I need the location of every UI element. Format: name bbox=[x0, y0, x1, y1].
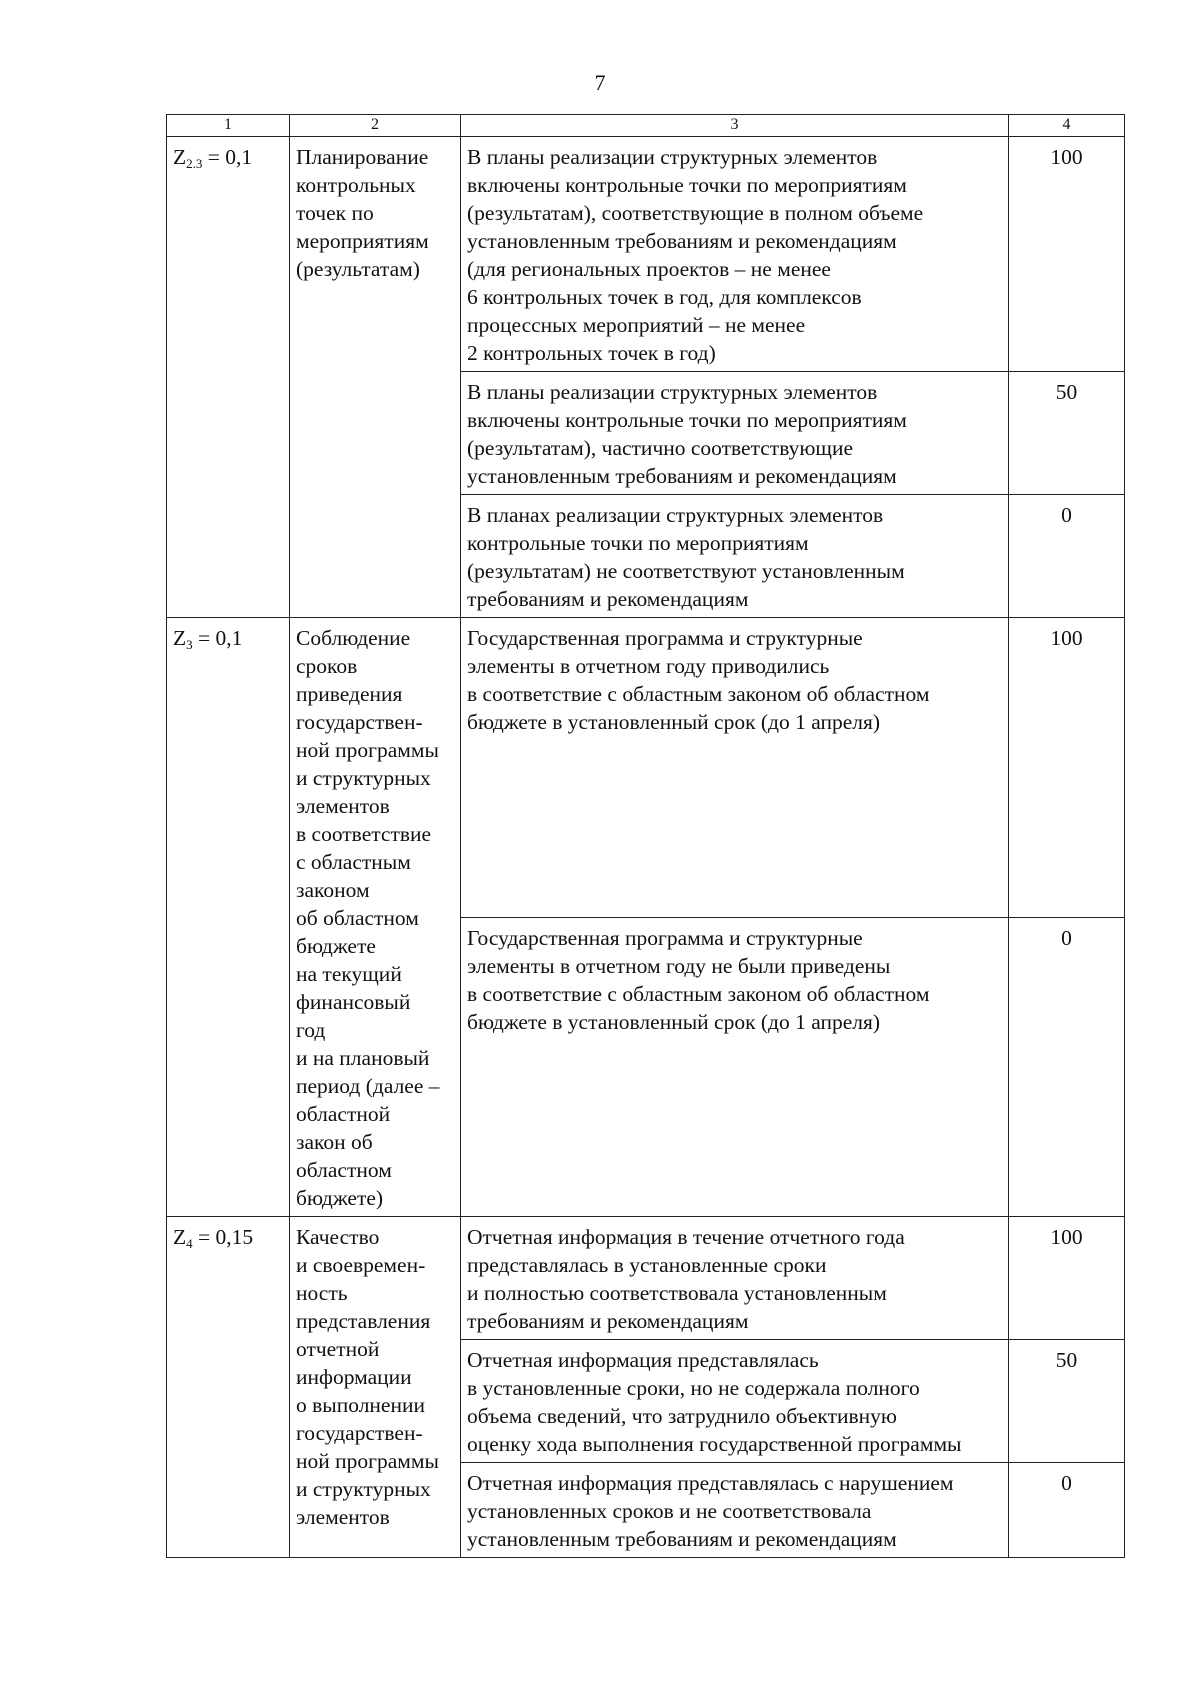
score-cell: 100 bbox=[1009, 137, 1125, 372]
indicator-name-line: элементов bbox=[296, 1505, 390, 1529]
indicator-name-line: ной программы bbox=[296, 738, 439, 762]
criterion-line: Отчетная информация представлялась с нарушением bbox=[467, 1471, 954, 1495]
criterion-description-cell bbox=[461, 1217, 1009, 1340]
criterion-line: В планы реализации структурных элементов bbox=[467, 145, 878, 169]
criterion-line: установленным требованиям и рекомендациям bbox=[467, 229, 897, 253]
table-header-row bbox=[167, 115, 1125, 137]
indicator-name-line: информации bbox=[296, 1365, 412, 1389]
criterion-line: (для региональных проектов – не менее bbox=[467, 257, 831, 281]
coefficient-subscript: 4 bbox=[186, 1236, 193, 1251]
indicator-name-line: бюджете) bbox=[296, 1186, 384, 1210]
criterion-description-cell bbox=[461, 1340, 1009, 1463]
coefficient-cell bbox=[167, 618, 290, 1217]
indicator-name-line: ность bbox=[296, 1281, 348, 1305]
criterion-description-cell bbox=[461, 495, 1009, 618]
header-cell: 3 bbox=[461, 115, 1009, 137]
header-cell: 4 bbox=[1009, 115, 1125, 137]
criterion-line: включены контрольные точки по мероприятиям bbox=[467, 408, 907, 432]
coefficient-subscript: 3 bbox=[186, 637, 193, 652]
criterion-line: установленных сроков и не соответствовала bbox=[467, 1499, 872, 1523]
criterion-line: бюджете в установленный срок (до 1 апреля) bbox=[467, 1009, 881, 1034]
indicator-name-cell bbox=[290, 137, 461, 618]
indicator-name-line: государствен- bbox=[296, 710, 423, 734]
indicator-name-line: в соответствие bbox=[296, 822, 432, 846]
indicator-name-line: представления bbox=[296, 1309, 431, 1333]
coefficient-subscript: 2.3 bbox=[186, 156, 203, 171]
indicator-name-line: областном bbox=[296, 1158, 392, 1182]
indicator-name-line: контрольных bbox=[296, 173, 416, 197]
indicator-name-line: сроков bbox=[296, 654, 358, 678]
indicator-name-line: ной программы bbox=[296, 1449, 439, 1473]
indicator-name-line: о выполнении bbox=[296, 1393, 425, 1417]
indicator-name-line: мероприятиям bbox=[296, 229, 429, 253]
criterion-line: элементы в отчетном году не были приведены bbox=[467, 953, 891, 978]
criterion-line: 2 контрольных точек в год) bbox=[467, 341, 716, 365]
coefficient-symbol: Z bbox=[173, 1225, 187, 1249]
criterion-line: объема сведений, что затруднило объективную bbox=[467, 1404, 897, 1428]
coefficient-cell bbox=[167, 137, 290, 618]
score-cell: 50 bbox=[1009, 1340, 1125, 1463]
criterion-line: установленным требованиям и рекомендациям bbox=[467, 1527, 897, 1551]
indicator-name-line: приведения bbox=[296, 682, 403, 706]
criterion-line: оценку хода выполнения государственной программы bbox=[467, 1432, 962, 1456]
criterion-line: (результатам) не соответствуют установленным bbox=[467, 559, 905, 583]
criterion-line: 6 контрольных точек в год, для комплексов bbox=[467, 285, 862, 309]
criterion-description-cell bbox=[461, 137, 1009, 372]
criterion-line: установленным требованиям и рекомендациям bbox=[467, 464, 897, 488]
indicator-name-line: об областном bbox=[296, 906, 419, 930]
criterion-line: требованиям и рекомендациям bbox=[467, 587, 749, 611]
table-row bbox=[167, 137, 1125, 372]
score-cell: 100 bbox=[1009, 618, 1125, 918]
indicator-name-line: закон об bbox=[296, 1130, 373, 1154]
criterion-line: (результатам), соответствующие в полном объеме bbox=[467, 201, 924, 225]
criterion-line: в соответствие с областным законом об областном bbox=[467, 682, 930, 706]
header-cell: 2 bbox=[290, 115, 461, 137]
indicator-name-line: и своевремен- bbox=[296, 1253, 426, 1277]
criterion-line: Отчетная информация представлялась bbox=[467, 1348, 819, 1372]
indicator-name-line: Соблюдение bbox=[296, 626, 411, 650]
indicator-name-line: и структурных bbox=[296, 1477, 431, 1501]
criterion-description-cell bbox=[461, 372, 1009, 495]
score-cell: 0 bbox=[1009, 917, 1125, 1217]
criterion-line: представлялась в установленные сроки bbox=[467, 1253, 827, 1277]
criterion-line: процессных мероприятий – не менее bbox=[467, 313, 806, 337]
page-number: 7 bbox=[594, 70, 606, 95]
criterion-line: элементы в отчетном году приводились bbox=[467, 654, 830, 678]
criterion-line: В планы реализации структурных элементов bbox=[467, 380, 878, 404]
indicator-name-cell bbox=[290, 618, 461, 1217]
indicator-name-line: Качество bbox=[296, 1225, 380, 1249]
indicator-name-cell bbox=[290, 1217, 461, 1558]
criterion-line: требованиям и рекомендациям bbox=[467, 1309, 749, 1333]
table-row bbox=[167, 1217, 1125, 1340]
indicator-name-line: Планирование bbox=[296, 145, 429, 169]
criterion-line: (результатам), частично соответствующие bbox=[467, 436, 854, 460]
criterion-line: и полностью соответствовала установленным bbox=[467, 1281, 887, 1305]
indicator-name-line: и структурных bbox=[296, 766, 431, 790]
indicator-name-line: на текущий bbox=[296, 962, 402, 986]
indicator-name-line: отчетной bbox=[296, 1337, 380, 1361]
coefficient-cell bbox=[167, 1217, 290, 1558]
criterion-line: Отчетная информация в течение отчетного года bbox=[467, 1225, 905, 1249]
criterion-description-cell bbox=[461, 1463, 1009, 1558]
coefficient-value: = 0,1 bbox=[202, 145, 253, 169]
score-cell: 50 bbox=[1009, 372, 1125, 495]
indicator-name-line: (результатам) bbox=[296, 257, 420, 281]
indicator-name-line: государствен- bbox=[296, 1421, 423, 1445]
criterion-line: Государственная программа и структурные bbox=[467, 626, 863, 650]
indicator-name-line: областной bbox=[296, 1102, 391, 1126]
criteria-table bbox=[166, 114, 1125, 1558]
criterion-line: в установленные сроки, но не содержала полного bbox=[467, 1376, 920, 1400]
indicator-name-line: и на плановый bbox=[296, 1046, 430, 1070]
indicator-name-line: год bbox=[296, 1018, 326, 1042]
coefficient-value: = 0,1 bbox=[192, 626, 243, 650]
criterion-description-cell bbox=[461, 917, 1009, 1217]
indicator-name-line: финансовый bbox=[296, 990, 411, 1014]
coefficient-symbol: Z bbox=[173, 626, 187, 650]
criterion-line: в соответствие с областным законом об областном bbox=[467, 981, 930, 1006]
indicator-name-line: точек по bbox=[296, 201, 374, 225]
criterion-line: В планах реализации структурных элементов bbox=[467, 503, 884, 527]
criterion-line: Государственная программа и структурные bbox=[467, 925, 863, 950]
indicator-name-line: бюджете bbox=[296, 934, 376, 958]
header-cell: 1 bbox=[167, 115, 290, 137]
indicator-name-line: период (далее – bbox=[296, 1074, 440, 1098]
score-cell: 100 bbox=[1009, 1217, 1125, 1340]
criterion-description-cell bbox=[461, 618, 1009, 918]
score-cell: 0 bbox=[1009, 1463, 1125, 1558]
indicator-name-line: законом bbox=[296, 878, 370, 902]
coefficient-value: = 0,15 bbox=[192, 1225, 254, 1249]
criterion-line: контрольные точки по мероприятиям bbox=[467, 531, 809, 555]
indicator-name-line: элементов bbox=[296, 794, 390, 818]
table-row bbox=[167, 618, 1125, 918]
indicator-name-line: с областным bbox=[296, 850, 411, 874]
score-cell: 0 bbox=[1009, 495, 1125, 618]
criterion-line: включены контрольные точки по мероприятиям bbox=[467, 173, 907, 197]
criterion-line: бюджете в установленный срок (до 1 апреля) bbox=[467, 710, 881, 734]
coefficient-symbol: Z bbox=[173, 145, 187, 169]
